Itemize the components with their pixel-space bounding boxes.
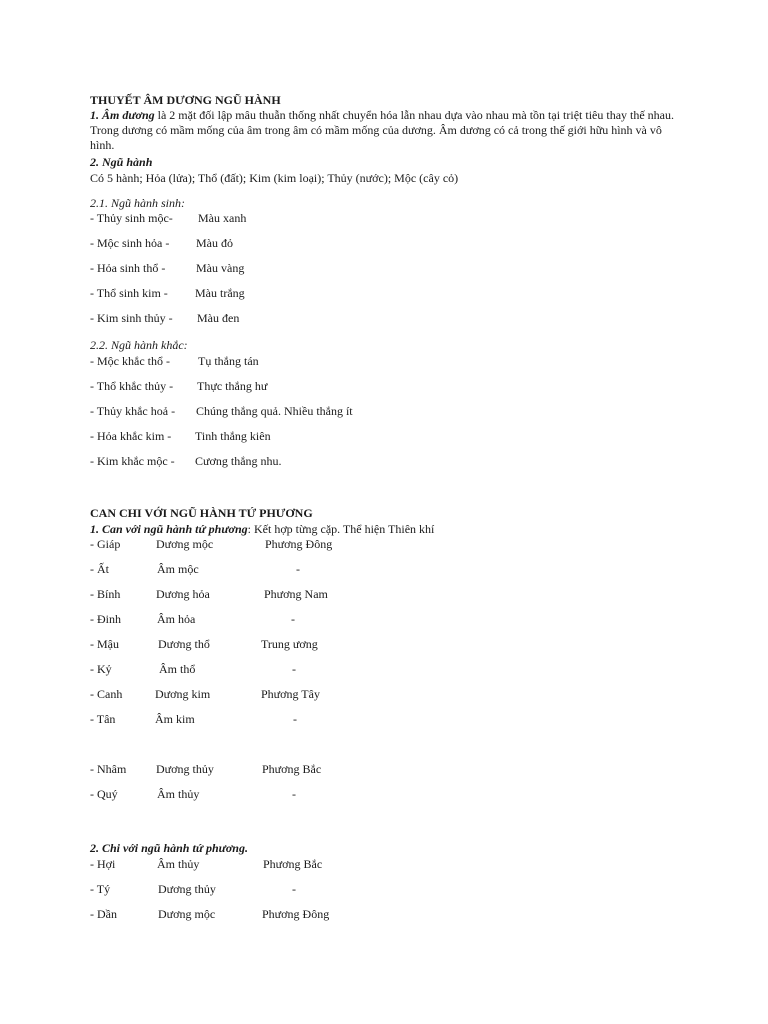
list-item xyxy=(90,454,590,469)
table-row xyxy=(90,857,590,872)
direction-label: - xyxy=(292,787,296,801)
pair-label: - Thổ sinh kim - xyxy=(90,286,168,300)
element-label: Dương thủy xyxy=(158,882,216,896)
element-label: Dương mộc xyxy=(158,907,216,921)
table-row xyxy=(90,537,590,552)
pair-label: - Thổ khắc thủy - xyxy=(90,379,174,393)
can-name: - Nhâm xyxy=(90,762,127,776)
can-name: - Mậu xyxy=(90,637,119,651)
direction-label: Phương Đông xyxy=(262,907,330,921)
chi-name: - Dần xyxy=(90,907,117,921)
table-row xyxy=(90,762,590,777)
list-item xyxy=(90,429,590,444)
can-heading-line xyxy=(90,522,434,537)
chi-heading: 2. Chi với ngũ hành tứ phương. xyxy=(90,841,248,855)
am-duong-heading: 1. Âm dương xyxy=(90,108,155,122)
list-item xyxy=(90,354,590,369)
element-label: Âm hỏa xyxy=(157,612,196,626)
color-label: Màu vàng xyxy=(196,261,245,275)
list-item xyxy=(90,286,490,301)
rule-label: Tụ thắng tán xyxy=(198,354,259,368)
am-duong-text: là 2 mặt đối lập mâu thuẫn thống nhất chuyển hóa lẫn nhau dựa vào nhau mà tồn tại triệt tiêu thay thế nhau. Trong dương có mầm mống của âm trong âm có mầm mống của dương. Âm dương có cả trong thế giới hữu hình và vô hình. xyxy=(90,108,675,152)
element-label: Dương kim xyxy=(155,687,211,701)
table-row xyxy=(90,562,590,577)
can-name: - Giáp xyxy=(90,537,121,551)
rule-label: Tinh thắng kiên xyxy=(195,429,271,443)
list-item xyxy=(90,311,490,326)
rule-label: Chúng thắng quả. Nhiều thắng ít xyxy=(196,404,353,418)
direction-label: Phương Bắc xyxy=(263,857,323,871)
table-row xyxy=(90,662,590,677)
direction-label: - xyxy=(293,712,297,726)
table-row xyxy=(90,612,590,627)
color-label: Màu đen xyxy=(197,311,240,325)
section-title-am-duong: THUYẾT ÂM DƯƠNG NGŨ HÀNH xyxy=(90,93,281,107)
pair-label: - Hỏa khắc kim - xyxy=(90,429,172,443)
table-row xyxy=(90,882,590,897)
element-label: Dương hỏa xyxy=(156,587,210,601)
color-label: Màu trắng xyxy=(195,286,245,300)
direction-label: - xyxy=(292,662,296,676)
direction-label: Phương Tây xyxy=(261,687,320,701)
pair-label: - Mộc khắc thổ - xyxy=(90,354,170,368)
direction-label: - xyxy=(292,882,296,896)
direction-label: Phương Đông xyxy=(265,537,333,551)
can-name: - Canh xyxy=(90,687,123,701)
table-row xyxy=(90,587,590,602)
list-item xyxy=(90,236,490,251)
color-label: Màu xanh xyxy=(198,211,247,225)
can-name: - Tân xyxy=(90,712,116,726)
direction-label: Phương Nam xyxy=(264,587,328,601)
element-label: Dương mộc xyxy=(156,537,214,551)
can-name: - Đinh xyxy=(90,612,121,626)
table-row xyxy=(90,637,590,652)
element-label: Âm thủy xyxy=(157,787,200,801)
pair-label: - Kim khắc mộc - xyxy=(90,454,175,468)
pair-label: - Thủy khắc hoả - xyxy=(90,404,176,418)
list-item xyxy=(90,261,490,276)
rule-label: Thực thắng hư xyxy=(197,379,268,393)
list-item xyxy=(90,211,490,226)
table-row xyxy=(90,712,590,727)
element-label: Âm mộc xyxy=(157,562,199,576)
list-item xyxy=(90,379,590,394)
direction-label: Phương Bắc xyxy=(262,762,322,776)
chi-name: - Hợi xyxy=(90,857,116,871)
element-label: Âm thổ xyxy=(159,662,196,676)
pair-label: - Mộc sinh hỏa - xyxy=(90,236,170,250)
table-row xyxy=(90,687,590,702)
element-label: Dương thủy xyxy=(156,762,214,776)
can-name: - Ất xyxy=(90,562,109,576)
ngu-hanh-khac-heading: 2.2. Ngũ hành khắc: xyxy=(90,338,188,352)
can-name: - Bính xyxy=(90,587,121,601)
pair-label: - Hỏa sinh thổ - xyxy=(90,261,166,275)
ngu-hanh-text: Có 5 hành; Hỏa (lửa); Thổ (đất); Kim (kim loại); Thủy (nước); Mộc (cây cỏ) xyxy=(90,171,459,185)
pair-label: - Thủy sinh mộc- xyxy=(90,211,173,225)
ngu-hanh-sinh-heading: 2.1. Ngũ hành sinh: xyxy=(90,196,186,210)
table-row xyxy=(90,907,590,922)
table-row xyxy=(90,787,590,802)
list-item xyxy=(90,404,590,419)
direction-label: - xyxy=(291,612,295,626)
ngu-hanh-heading: 2. Ngũ hành xyxy=(90,155,153,169)
pair-label: - Kim sinh thủy - xyxy=(90,311,173,325)
can-name: - Kỷ xyxy=(90,662,112,676)
can-text: : Kết hợp từng cặp. Thể hiện Thiên khí xyxy=(247,522,435,536)
element-label: Âm kim xyxy=(155,712,195,726)
section-title-can-chi: CAN CHI VỚI NGŨ HÀNH TỨ PHƯƠNG xyxy=(90,506,313,520)
element-label: Âm thủy xyxy=(157,857,200,871)
element-label: Dương thổ xyxy=(158,637,210,651)
chi-name: - Tý xyxy=(90,882,111,896)
am-duong-paragraph xyxy=(90,108,675,153)
direction-label: - xyxy=(296,562,300,576)
color-label: Màu đỏ xyxy=(196,236,233,250)
can-heading: 1. Can với ngũ hành tứ phương xyxy=(90,522,248,536)
can-name: - Quý xyxy=(90,787,118,801)
rule-label: Cương thắng nhu. xyxy=(195,454,282,468)
direction-label: Trung ương xyxy=(261,637,318,651)
